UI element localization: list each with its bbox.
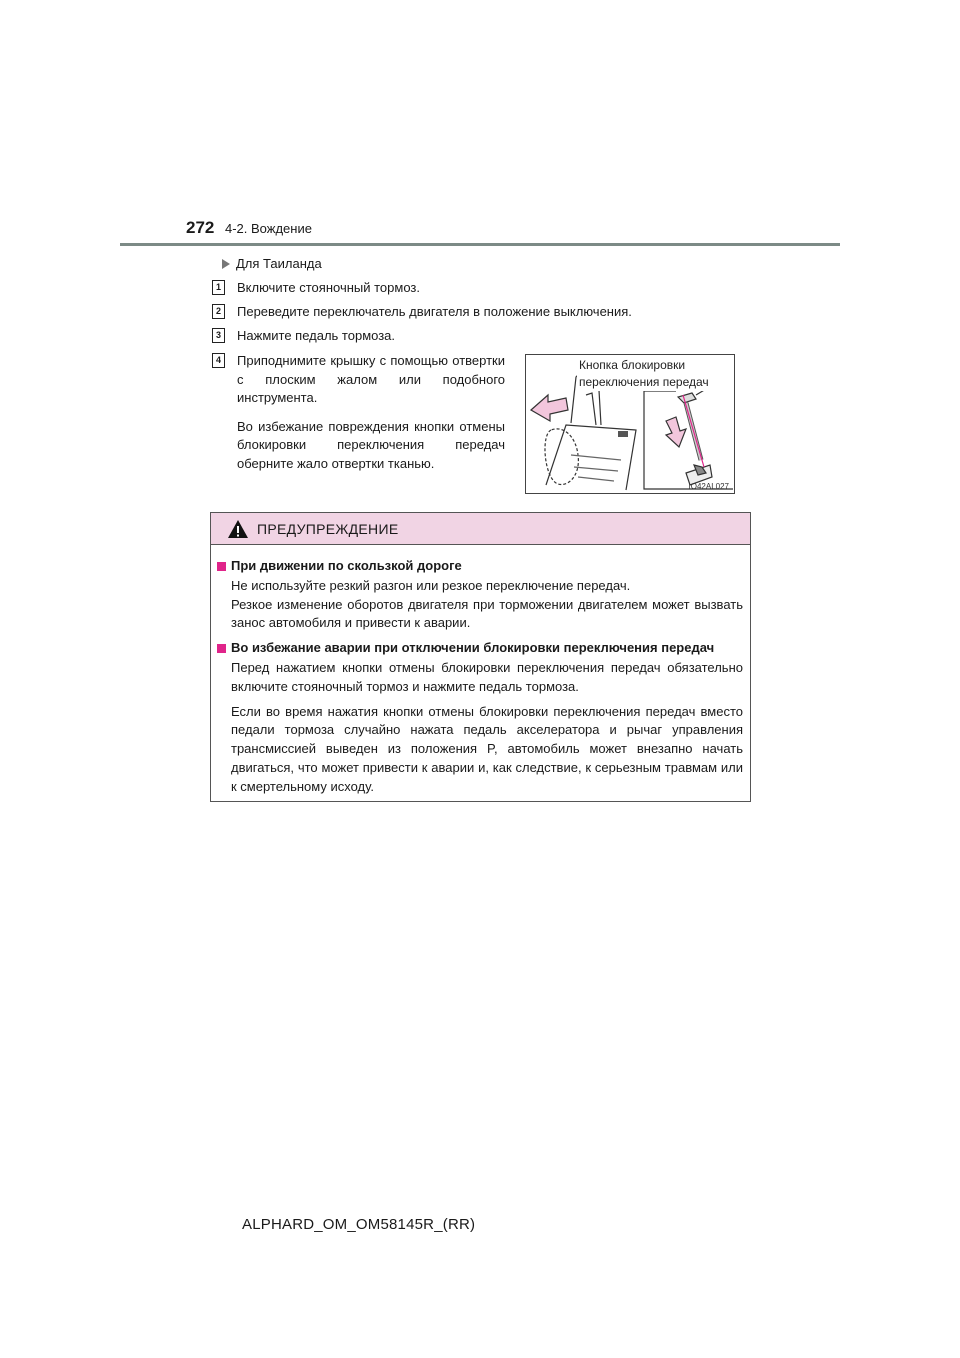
square-bullet-icon <box>217 644 226 653</box>
step-number: 1 <box>212 280 225 295</box>
section-title: 4-2. Вождение <box>225 221 312 236</box>
warning-triangle-icon <box>227 519 249 539</box>
warning-body <box>217 557 743 803</box>
square-bullet-icon <box>217 562 226 571</box>
figure-code: IO42AL027 <box>688 482 729 491</box>
warning-section-heading <box>217 639 743 658</box>
warning-title: ПРЕДУПРЕЖДЕНИЕ <box>257 520 399 537</box>
page-number: 272 <box>186 218 215 237</box>
step-4-paragraph: Приподнимите крышку с помощью отвертки с плоским жалом или подобного инструмента. <box>237 353 505 405</box>
header-rule <box>120 243 840 246</box>
warning-heading-text: При движении по скользкой дороге <box>231 558 462 573</box>
warning-paragraph: Не используйте резкий разгон или резкое переключение передач. Резкое изменение оборотов двигателя при торможении двигателем может вызвать занос автомобиля и привести к аварии. <box>231 577 743 631</box>
figure-label <box>577 357 711 391</box>
step-text: Переведите переключатель двигателя в положение выключения. <box>237 304 632 319</box>
step-text: Включите стояночный тормоз. <box>237 280 420 295</box>
warning-heading-text: Во избежание аварии при отключении блокировки переключения передач <box>231 640 715 656</box>
footer-code: ALPHARD_OM_OM58145R_(RR) <box>242 1216 476 1233</box>
warning-section-heading <box>217 557 743 576</box>
triangle-bullet-icon <box>222 259 230 269</box>
step-4-text <box>237 352 505 483</box>
warning-box <box>210 512 751 802</box>
step-4-paragraph: Во избежание повреждения кнопки отмены блокировки переключения передач оберните жало отвертки тканью. <box>237 418 505 471</box>
step-number: 4 <box>212 353 225 368</box>
shift-lock-figure <box>525 354 735 494</box>
warning-paragraph: Перед нажатием кнопки отмены блокировки переключения передач обязательно включите стояночный тормоз и нажмите педаль тормоза. <box>231 659 743 694</box>
sub-heading-text: Для Таиланда <box>236 256 322 271</box>
sub-heading <box>222 256 322 271</box>
step-text: Нажмите педаль тормоза. <box>237 328 396 343</box>
warning-paragraph: Если во время нажатия кнопки отмены блокировки переключения передач вместо педали тормоза случайно нажата педаль акселератора и рычаг управления трансмиссией выведен из положения P, автомобиль может внезапно начать двигаться, что может привести к аварии и, как следствие, к серьезным травмам или к смертельному исходу. <box>231 703 743 794</box>
figure-label-line: переключения передач <box>579 375 709 389</box>
figure-label-line: Кнопка блокировки <box>579 358 686 372</box>
step-number: 2 <box>212 304 225 319</box>
step-number: 3 <box>212 328 225 343</box>
warning-header <box>211 513 750 545</box>
